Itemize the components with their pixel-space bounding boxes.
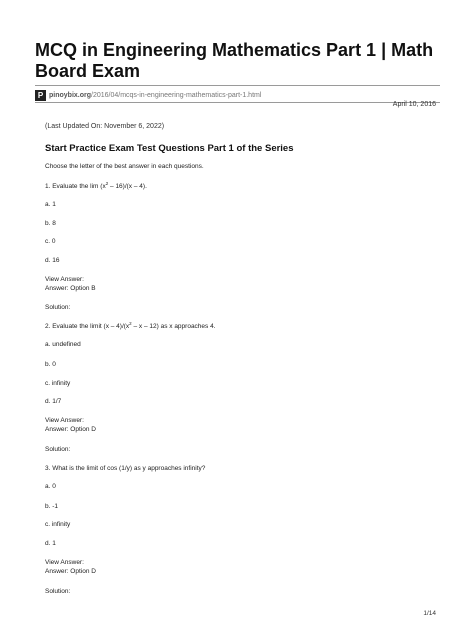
source-domain: pinoybix.org [49, 91, 91, 99]
choice-b: b. 0 [45, 361, 56, 368]
source-divider [35, 102, 440, 103]
solution-label: Solution: [45, 304, 71, 311]
page-title: MCQ in Engineering Mathematics Part 1 | Math Board Exam [35, 40, 434, 81]
last-updated: (Last Updated On: November 6, 2022) [45, 123, 165, 130]
answer-text: Answer: Option B [45, 285, 96, 292]
choice-c: c. infinity [45, 380, 71, 387]
choice-c: c. infinity [45, 521, 71, 528]
view-answer-link[interactable]: View Answer: [45, 276, 84, 283]
publish-date: April 10, 2016 [392, 101, 436, 108]
solution-label: Solution: [45, 588, 71, 595]
choice-d: d. 16 [45, 257, 60, 264]
choice-d: d. 1/7 [45, 398, 62, 405]
view-answer-link[interactable]: View Answer: [45, 417, 84, 424]
source-path: /2016/04/mcqs-in-engineering-mathematics-part-1.html [91, 91, 262, 99]
title-divider [35, 85, 440, 86]
site-logo-icon: P [35, 90, 46, 101]
choice-a: a. undefined [45, 341, 81, 348]
choice-c: c. 0 [45, 238, 56, 245]
choice-a: a. 0 [45, 483, 56, 490]
question-text: 1. Evaluate the $\lim (x^2 - 16)/(x - 4)$. [45, 181, 147, 190]
answer-text: Answer: Option D [45, 426, 96, 433]
question-text: 3. What is the limit of cos (1/y) as y approaches infinity? [45, 465, 206, 472]
choice-b: b. 8 [45, 220, 56, 227]
source-url[interactable] [35, 88, 261, 102]
page-number: 1/14 [423, 610, 436, 617]
view-answer-link[interactable]: View Answer: [45, 559, 84, 566]
section-heading: Start Practice Exam Test Questions Part 1 of the Series [45, 143, 294, 154]
choice-b: b. -1 [45, 503, 59, 510]
answer-text: Answer: Option D [45, 568, 96, 575]
choice-d: d. 1 [45, 540, 56, 547]
solution-label: Solution: [45, 446, 71, 453]
question-text: 2. Evaluate the limit $(x - 4)/(x^2$ – x – 12) as x approaches 4. [45, 321, 216, 330]
instructions: Choose the letter of the best answer in each questions. [45, 163, 204, 170]
choice-a: a. 1 [45, 201, 56, 208]
